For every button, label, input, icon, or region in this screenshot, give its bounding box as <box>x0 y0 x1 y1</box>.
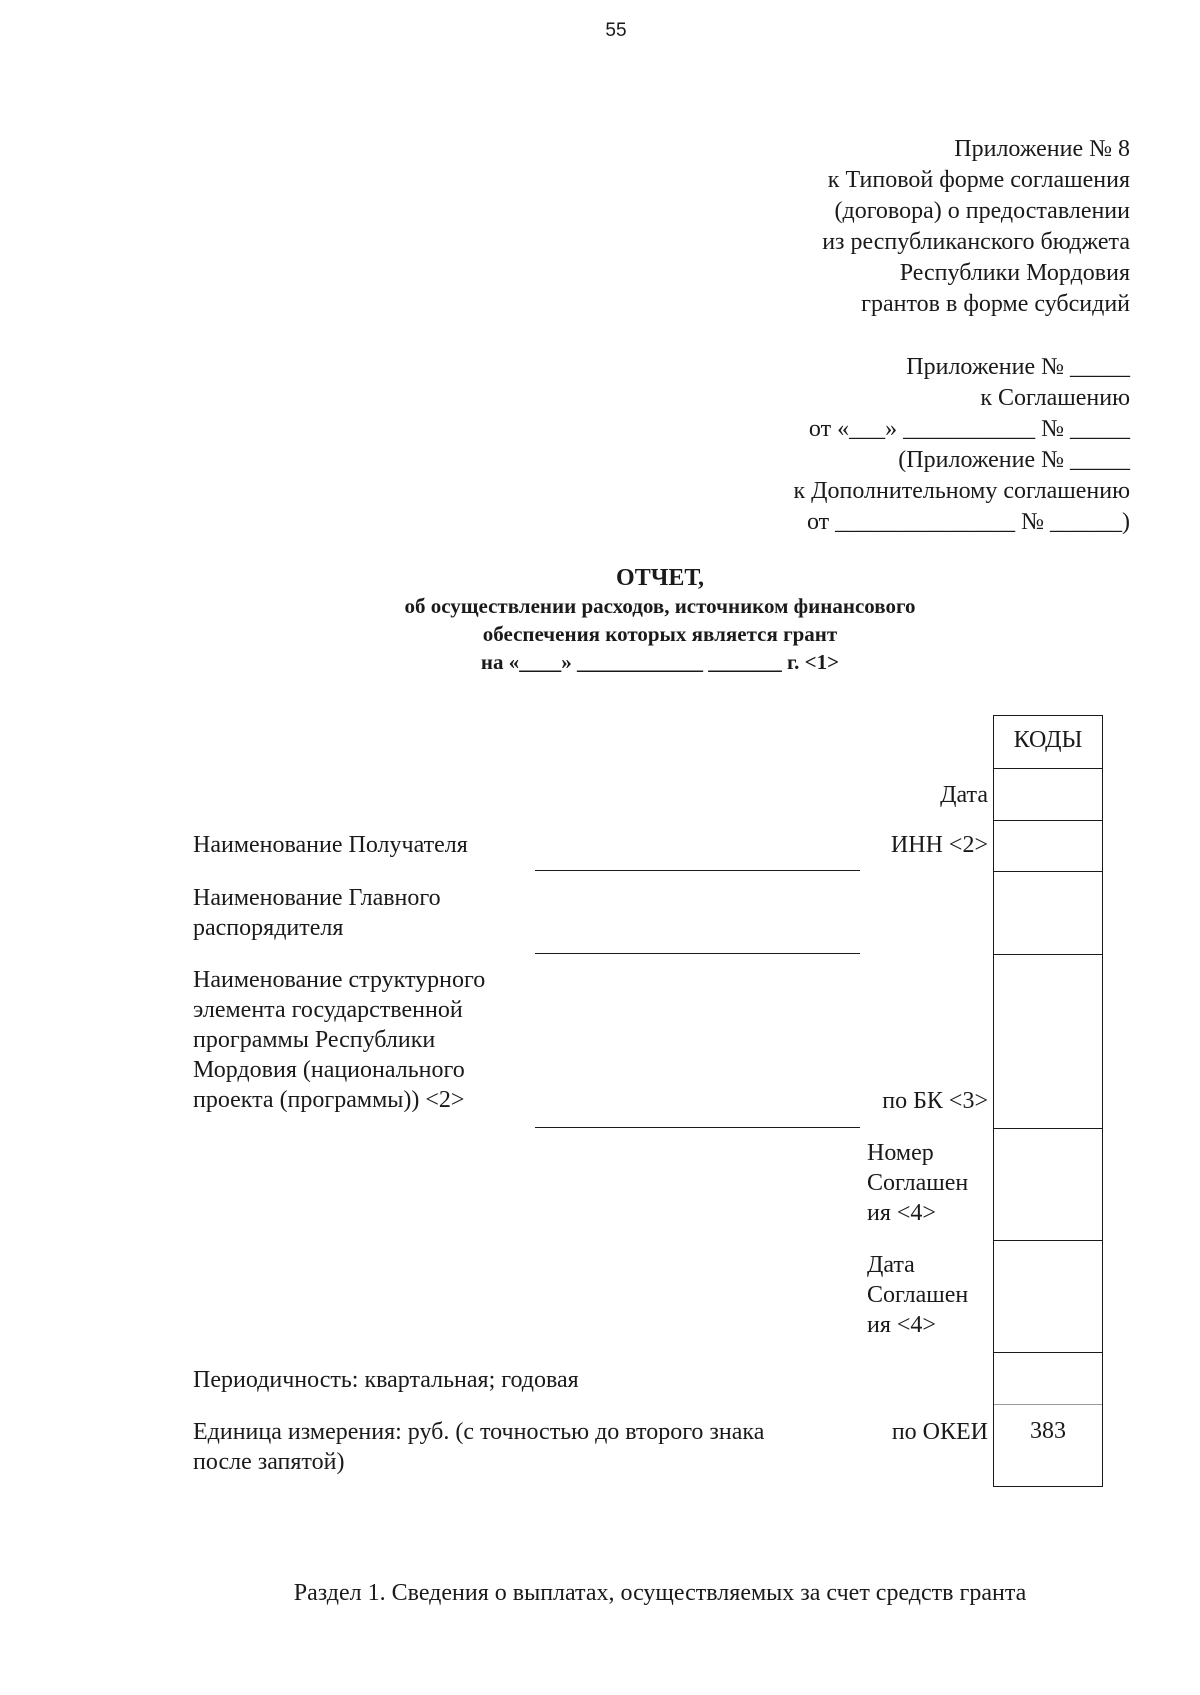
chief-manager-label-line: распорядителя <box>193 915 344 941</box>
attachment-header-line: грантов в форме субсидий <box>861 291 1130 317</box>
chief-manager-field[interactable] <box>535 953 860 954</box>
agreement-date-label-line: Соглашен <box>867 1282 969 1308</box>
okei-code-value: 383 <box>1030 1418 1066 1444</box>
codes-divider <box>994 954 1102 955</box>
report-title-line: об осуществлении расходов, источником финансового <box>404 594 916 618</box>
codes-divider <box>994 768 1102 769</box>
codes-divider <box>994 1352 1102 1353</box>
agreement-header-line: к Дополнительному соглашению <box>793 478 1130 504</box>
date-label: Дата <box>940 782 988 808</box>
recipient-name-field[interactable] <box>535 870 860 871</box>
structural-element-field[interactable] <box>535 1127 860 1128</box>
inn-label: ИНН <2> <box>890 832 988 858</box>
agreement-number-label-line: Соглашен <box>867 1170 969 1196</box>
attachment-header-line: Приложение № 8 <box>954 136 1130 162</box>
okei-label: по ОКЕИ <box>891 1419 988 1445</box>
structural-element-label-line: Мордовия (национального <box>193 1057 465 1083</box>
recipient-name-label: Наименование Получателя <box>193 832 468 858</box>
attachment-header-line: к Типовой форме соглашения <box>827 167 1130 193</box>
agreement-header-line: к Соглашению <box>980 385 1130 411</box>
agreement-number-label-line: ия <4> <box>867 1200 936 1226</box>
codes-divider <box>994 871 1102 872</box>
agreement-date-label-line: Дата <box>867 1252 915 1278</box>
agreement-header-line: (Приложение № _____ <box>898 447 1130 473</box>
attachment-header-line: Республики Мордовия <box>899 260 1130 286</box>
structural-element-label-line: программы Республики <box>193 1027 436 1053</box>
section-title: Раздел 1. Сведения о выплатах, осуществляемых за счет средств гранта <box>293 1580 1027 1606</box>
agreement-header <box>610 352 1130 538</box>
codes-divider <box>994 820 1102 821</box>
agreement-date-label-line: ия <4> <box>867 1312 936 1338</box>
codes-divider <box>994 1404 1102 1405</box>
report-title-main: ОТЧЕТ, <box>616 565 704 591</box>
page-number: 55 <box>605 20 627 41</box>
codes-divider <box>994 1240 1102 1241</box>
codes-header: КОДЫ <box>1013 727 1083 753</box>
budget-classification-label: по БК <3> <box>882 1088 988 1114</box>
report-title-line: обеспечения которых является грант <box>482 622 838 646</box>
structural-element-label <box>193 965 485 1115</box>
chief-manager-label <box>193 883 441 943</box>
agreement-date-label <box>867 1250 968 1340</box>
unit-label <box>193 1417 764 1477</box>
report-title <box>200 564 1120 676</box>
report-date-line: на «____» ____________ _______ г. <1> <box>480 650 840 674</box>
structural-element-label-line: Наименование структурного <box>193 967 486 993</box>
agreement-header-line: Приложение № _____ <box>906 354 1130 380</box>
attachment-header-line: (договора) о предоставлении <box>834 198 1130 224</box>
structural-element-label-line: проекта (программы)) <2> <box>193 1087 465 1113</box>
codes-divider <box>994 1128 1102 1129</box>
codes-table <box>993 715 1103 1487</box>
agreement-header-line: от _______________ № ______) <box>806 509 1130 535</box>
unit-label-line: после запятой) <box>193 1449 345 1475</box>
unit-label-line: Единица измерения: руб. (с точностью до второго знака <box>193 1419 765 1445</box>
agreement-number-label-line: Номер <box>867 1140 934 1166</box>
attachment-header <box>610 134 1130 320</box>
attachment-header-line: из республиканского бюджета <box>822 229 1130 255</box>
periodicity-label: Периодичность: квартальная; годовая <box>193 1367 579 1393</box>
chief-manager-label-line: Наименование Главного <box>193 885 441 911</box>
structural-element-label-line: элемента государственной <box>193 997 463 1023</box>
agreement-header-line: от «___» ___________ № _____ <box>808 416 1130 442</box>
agreement-number-label <box>867 1138 968 1228</box>
